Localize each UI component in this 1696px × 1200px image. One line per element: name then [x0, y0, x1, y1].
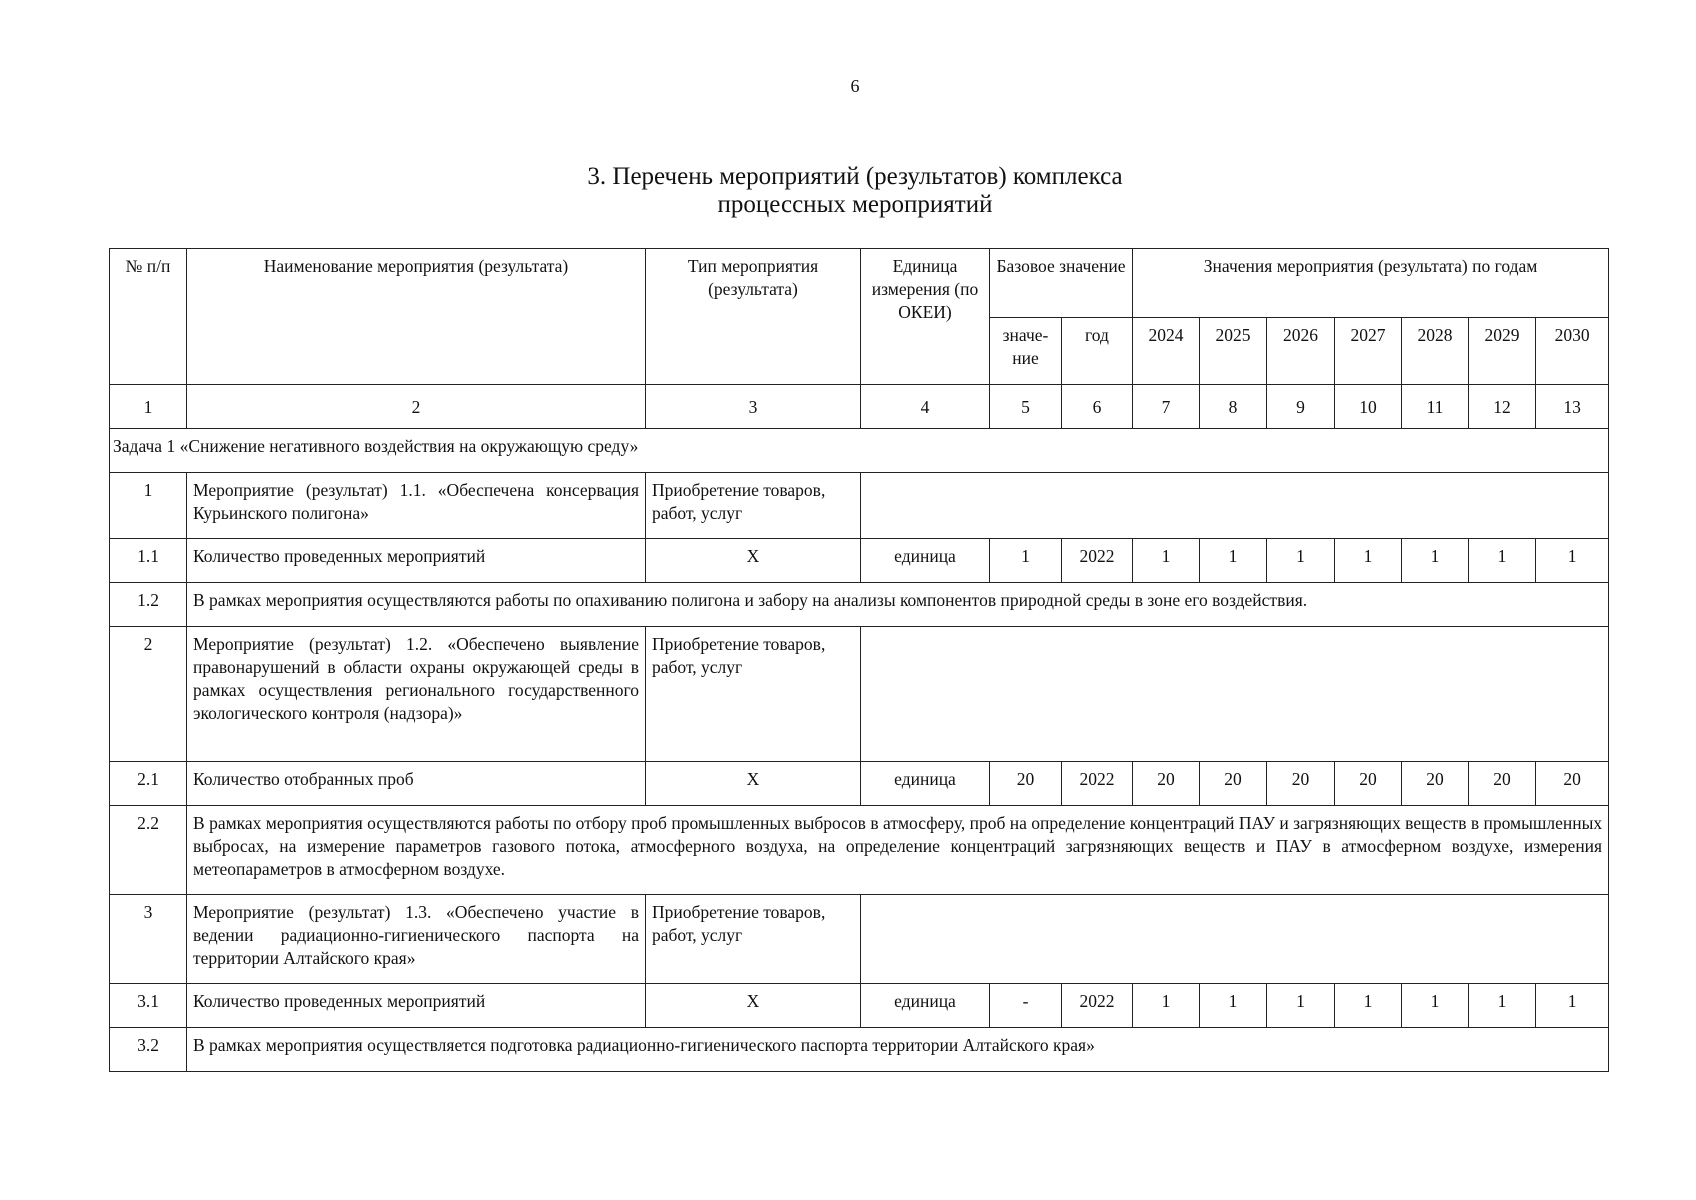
- table-row: [110, 1028, 1609, 1072]
- row-year-value: 1: [1133, 539, 1200, 583]
- row-type: Приобретение товаров, работ, услуг: [646, 895, 861, 984]
- row-num: 1: [110, 473, 187, 539]
- row-year-value: 1: [1536, 984, 1609, 1028]
- header-row-1: [110, 249, 1609, 318]
- row-year-value: 1: [1469, 984, 1536, 1028]
- row-year-value: 1: [1335, 539, 1402, 583]
- header-type: Тип мероприятия (результата): [646, 249, 861, 385]
- task-title: Задача 1 «Снижение негативного воздействия на окружающую среду»: [110, 429, 1609, 473]
- column-number: 4: [861, 385, 990, 429]
- row-type: Приобретение товаров, работ, услуг: [646, 473, 861, 539]
- header-unit: Единица измерения (по ОКЕИ): [861, 249, 990, 385]
- row-name: Мероприятие (результат) 1.1. «Обеспечена консервация Курьинского полигона»: [187, 473, 646, 539]
- row-name: Мероприятие (результат) 1.2. «Обеспечено выявление правонарушений в области охраны окружающей среды в рамках осуществления регионального государственного экологического контроля (надзора)»: [187, 627, 646, 762]
- header-name: Наименование мероприятия (результата): [187, 249, 646, 385]
- header-year: 2027: [1335, 318, 1402, 385]
- header-base-value: значе-ние: [990, 318, 1062, 385]
- column-number: 11: [1402, 385, 1469, 429]
- page-number: 6: [850, 76, 860, 96]
- header-year: 2029: [1469, 318, 1536, 385]
- column-number: 12: [1469, 385, 1536, 429]
- row-year-value: 20: [1536, 762, 1609, 806]
- title-line-1: 3. Перечень мероприятий (результатов) комплекса: [587, 163, 1123, 190]
- row-base-value: 1: [990, 539, 1062, 583]
- row-type: X: [646, 984, 861, 1028]
- header-year: 2026: [1267, 318, 1335, 385]
- row-year-value: 1: [1402, 984, 1469, 1028]
- row-base-value: 20: [990, 762, 1062, 806]
- table-row: [110, 762, 1609, 806]
- row-description: В рамках мероприятия осуществляются работы по опахиванию полигона и забору на анализы компонентов природной среды в зоне его воздействия.: [187, 583, 1609, 627]
- column-number: 6: [1062, 385, 1133, 429]
- row-type: Приобретение товаров, работ, услуг: [646, 627, 861, 762]
- row-year-value: 20: [1267, 762, 1335, 806]
- column-number: 8: [1200, 385, 1267, 429]
- row-empty: [861, 627, 1609, 762]
- row-year-value: 1: [1133, 984, 1200, 1028]
- column-number: 3: [646, 385, 861, 429]
- row-year-value: 20: [1469, 762, 1536, 806]
- row-year-value: 20: [1335, 762, 1402, 806]
- column-number: 2: [187, 385, 646, 429]
- row-year-value: 1: [1402, 539, 1469, 583]
- column-number: 13: [1536, 385, 1609, 429]
- row-empty: [861, 473, 1609, 539]
- row-year-value: 1: [1267, 984, 1335, 1028]
- header-base: Базовое значение: [990, 249, 1133, 318]
- header-year: 2030: [1536, 318, 1609, 385]
- row-year-value: 20: [1402, 762, 1469, 806]
- row-num: 1.2: [110, 583, 187, 627]
- row-unit: единица: [861, 984, 990, 1028]
- row-year-value: 20: [1200, 762, 1267, 806]
- column-numbers-row: [110, 385, 1609, 429]
- row-num: 1.1: [110, 539, 187, 583]
- title-line-2: процессных мероприятий: [717, 191, 993, 218]
- row-base-year: 2022: [1062, 984, 1133, 1028]
- row-num: 2.1: [110, 762, 187, 806]
- row-name: Количество отобранных проб: [187, 762, 646, 806]
- header-year: 2024: [1133, 318, 1200, 385]
- table-row: [110, 806, 1609, 895]
- row-description: В рамках мероприятия осуществляются работы по отбору проб промышленных выбросов в атмосферу, проб на определение концентраций ПАУ и загрязняющих веществ в промышленных выбросах, на измерение параметров газового потока, атмосферного воздуха, на определение концентраций загрязняющих веществ и ПАУ в атмосферном воздухе, измерения метеопараметров в атмосферном воздухе.: [187, 806, 1609, 895]
- measures-table: [109, 248, 1609, 1072]
- row-year-value: 1: [1200, 984, 1267, 1028]
- column-number: 5: [990, 385, 1062, 429]
- row-type: X: [646, 539, 861, 583]
- row-year-value: 1: [1267, 539, 1335, 583]
- row-num: 2.2: [110, 806, 187, 895]
- header-base-year: год: [1062, 318, 1133, 385]
- row-empty: [861, 895, 1609, 984]
- row-unit: единица: [861, 539, 990, 583]
- header-year: 2028: [1402, 318, 1469, 385]
- row-base-value: -: [990, 984, 1062, 1028]
- row-name: Мероприятие (результат) 1.3. «Обеспечено участие в ведении радиационно-гигиенического паспорта на территории Алтайского края»: [187, 895, 646, 984]
- row-num: 2: [110, 627, 187, 762]
- task-row: [110, 429, 1609, 473]
- row-year-value: 1: [1536, 539, 1609, 583]
- column-number: 1: [110, 385, 187, 429]
- row-unit: единица: [861, 762, 990, 806]
- row-description: В рамках мероприятия осуществляется подготовка радиационно-гигиенического паспорта территории Алтайского края»: [187, 1028, 1609, 1072]
- header-values-by-year: Значения мероприятия (результата) по годам: [1133, 249, 1609, 318]
- header-num: № п/п: [110, 249, 187, 385]
- header-year: 2025: [1200, 318, 1267, 385]
- row-type: X: [646, 762, 861, 806]
- row-base-year: 2022: [1062, 539, 1133, 583]
- table-row: [110, 473, 1609, 539]
- column-number: 10: [1335, 385, 1402, 429]
- row-name: Количество проведенных мероприятий: [187, 984, 646, 1028]
- table-row: [110, 539, 1609, 583]
- row-year-value: 1: [1469, 539, 1536, 583]
- table-row: [110, 583, 1609, 627]
- table-row: [110, 895, 1609, 984]
- row-year-value: 1: [1335, 984, 1402, 1028]
- column-number: 9: [1267, 385, 1335, 429]
- row-num: 3.1: [110, 984, 187, 1028]
- row-name: Количество проведенных мероприятий: [187, 539, 646, 583]
- table-row: [110, 627, 1609, 762]
- column-number: 7: [1133, 385, 1200, 429]
- row-base-year: 2022: [1062, 762, 1133, 806]
- row-year-value: 1: [1200, 539, 1267, 583]
- document-title: [0, 163, 1696, 219]
- row-num: 3.2: [110, 1028, 187, 1072]
- row-year-value: 20: [1133, 762, 1200, 806]
- table-row: [110, 984, 1609, 1028]
- row-num: 3: [110, 895, 187, 984]
